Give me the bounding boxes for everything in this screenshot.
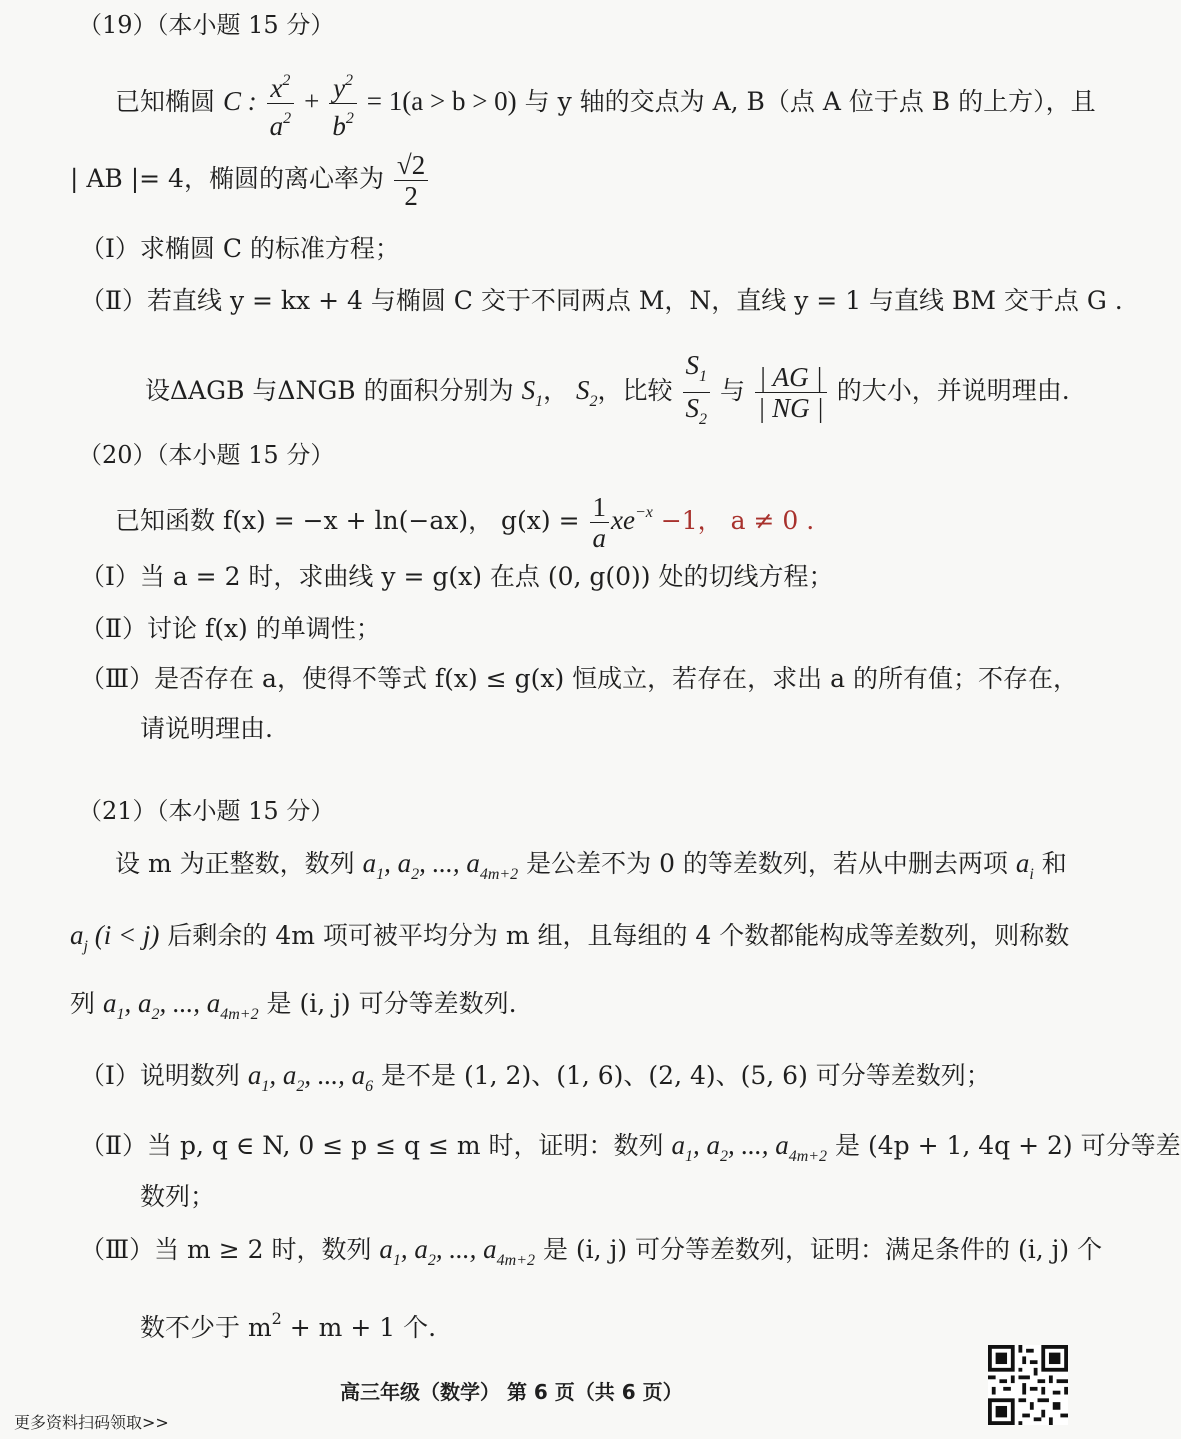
q21-part3-text-c: 数不少于 m (140, 1313, 272, 1342)
q19-part2b-text2: ，比较 (597, 376, 673, 405)
q19-plus: + (304, 86, 320, 116)
q20-p1-xe: xe (611, 505, 635, 535)
q21-part3-text-a: （Ⅲ）当 m ≥ 2 时，数列 (80, 1235, 372, 1264)
q19-p2-text: | AB |= 4，椭圆的离心率为 (70, 164, 384, 193)
q20-part-2: （Ⅱ）讨论 f(x) 的单调性； (80, 614, 381, 643)
q20-part-3b: 请说明理由. (140, 714, 273, 743)
q19-s1: $S_1$ (521, 375, 544, 410)
page-footer: 高三年级（数学） 第 6 页（共 6 页） (340, 1380, 683, 1404)
q19-p1-text-a: 已知椭圆 (115, 87, 216, 116)
q21-part-1 (80, 1058, 991, 1104)
q21-seq-4: $a_1$, $a_2$, ..., $a_{4m+2}$ (671, 1130, 828, 1165)
q21-paragraph-3 (70, 986, 517, 1032)
q21-part1-text-b: 是不是 (1, 2)、(1, 6)、(2, 4)、(5, 6) 可分等差数列； (381, 1061, 991, 1090)
q21-p1-text: 是公差不为 0 的等差数列，若从中删去两项 (526, 849, 1008, 878)
q19-eccentricity-frac: $\frac{√2}{2}$ (394, 150, 428, 211)
q21-seq-1: $a_1$, $a_2$, ..., $a_{4m+2}$ (362, 848, 519, 883)
q21-p2-text: 后剩余的 4m 项可被平均分为 m 组，且每组的 4 个数都能构成等差数列，则称数 (167, 921, 1070, 950)
q20-header: （20）（本小题 15 分） (78, 441, 335, 469)
q19-frac-x: $\frac{x^2}{a^2}$ (267, 66, 295, 141)
q21-part2-text-a: （Ⅱ）当 p, q ∈ N, 0 ≤ p ≤ q ≤ m 时，证明：数列 (80, 1131, 664, 1160)
q21-part3-text-b: 是 (i, j) 可分等差数列，证明：满足条件的 (i, j) 个 (542, 1235, 1103, 1264)
q20-part-1: （Ⅰ）当 a = 2 时，求曲线 y = g(x) 在点 (0, g(0)) 处的切线方程； (80, 562, 834, 591)
q19-frac-ag: $\frac{| AG |}{| NG |}$ (755, 362, 827, 423)
q21-part-3b: 数不少于 $m^2 + m + 1$ 个. (140, 1309, 437, 1342)
q21-p3-text-a: 列 (70, 989, 96, 1018)
q19-frac-s: $\frac{S_1}{S_2}$ (683, 350, 711, 435)
q21-aj: $a_j$ (i < j) (70, 920, 160, 955)
q21-paragraph-1 (115, 846, 1067, 892)
q20-part-3a: （Ⅲ）是否存在 a，使得不等式 f(x) ≤ g(x) 恒成立，若存在，求出 a 的所有值；不存在， (80, 664, 1078, 693)
q21-p1-end: 和 (1041, 849, 1067, 878)
q20-p1-text-c: −1， a ≠ 0 . (652, 506, 815, 535)
q19-part-2a: （Ⅱ）若直线 y = kx + 4 与椭圆 C 交于不同两点 M，N，直线 y = 1 与直线 BM 交于点 G . (80, 286, 1123, 315)
q20-paragraph-1: 已知函数 f(x) = −x + ln(−ax)， g(x) = $\frac{1}{a}$ $xe^{-x} -1$， a ≠ 0 . (115, 492, 815, 553)
q21-part2-text-b: 是 (4p + 1, 4q + 2) 可分等差 (835, 1131, 1181, 1160)
q19-header: （19）（本小题 15 分） (78, 11, 335, 39)
more-resources-link[interactable]: 更多资料扫码领取>> (14, 1413, 169, 1432)
q19-frac-y: $\frac{y^2}{b^2}$ (329, 66, 357, 141)
q21-p1-start: 设 m 为正整数，数列 (115, 849, 355, 878)
q21-paragraph-2 (70, 918, 1069, 964)
q21-ai: $a_i$ (1015, 848, 1034, 883)
q21-seq-2: $a_1$, $a_2$, ..., $a_{4m+2}$ (102, 988, 259, 1023)
q20-p1-text-a: 已知函数 f(x) = −x + ln(−ax)， g(x) = (115, 506, 580, 535)
q21-part-2b: 数列； (140, 1182, 216, 1211)
q19-s2: $S_2$ (576, 375, 598, 410)
q19-paragraph-1 (115, 66, 1096, 141)
q19-part2b-text4: 的大小，并说明理由. (836, 376, 1070, 405)
q21-part3-text-d: + m + 1 个. (281, 1313, 437, 1342)
q21-seq-5: $a_1$, $a_2$, ..., $a_{4m+2}$ (379, 1234, 536, 1269)
q21-part1-text-a: （Ⅰ）说明数列 (80, 1061, 240, 1090)
q19-eq: = 1(a > b > 0) (366, 86, 517, 116)
q21-header: （21）（本小题 15 分） (78, 797, 335, 825)
q21-part-2a (80, 1128, 1181, 1174)
q19-paragraph-2 (70, 150, 430, 211)
q19-part2b-text3: 与 (719, 376, 745, 405)
q19-part2b-text1: 设ΔAGB 与ΔNGB 的面积分别为 (145, 376, 514, 405)
q21-part-3a (80, 1232, 1102, 1278)
qr-code-icon[interactable] (988, 1345, 1068, 1425)
q19-p1-text-b: 与 y 轴的交点为 A, B（点 A 位于点 B 的上方），且 (524, 87, 1096, 116)
q21-p3-text-b: 是 (i, j) 可分等差数列. (266, 989, 517, 1018)
q20-frac-1-over-a: $\frac{1}{a}$ (590, 492, 610, 553)
q19-symbol-c: C : (222, 86, 257, 116)
q19-part-2b: 设ΔAGB 与ΔNGB 的面积分别为 $S_1$， $S_2$，比较 $\frac{S_1}{S_2}$ 与 $\frac{| AG |}{| NG |}$ 的大小，并说明理由. (145, 350, 1070, 435)
q19-part-1: （Ⅰ）求椭圆 C 的标准方程； (80, 234, 400, 263)
q21-seq-3: $a_1$, $a_2$, ..., $a_6$ (247, 1060, 374, 1095)
